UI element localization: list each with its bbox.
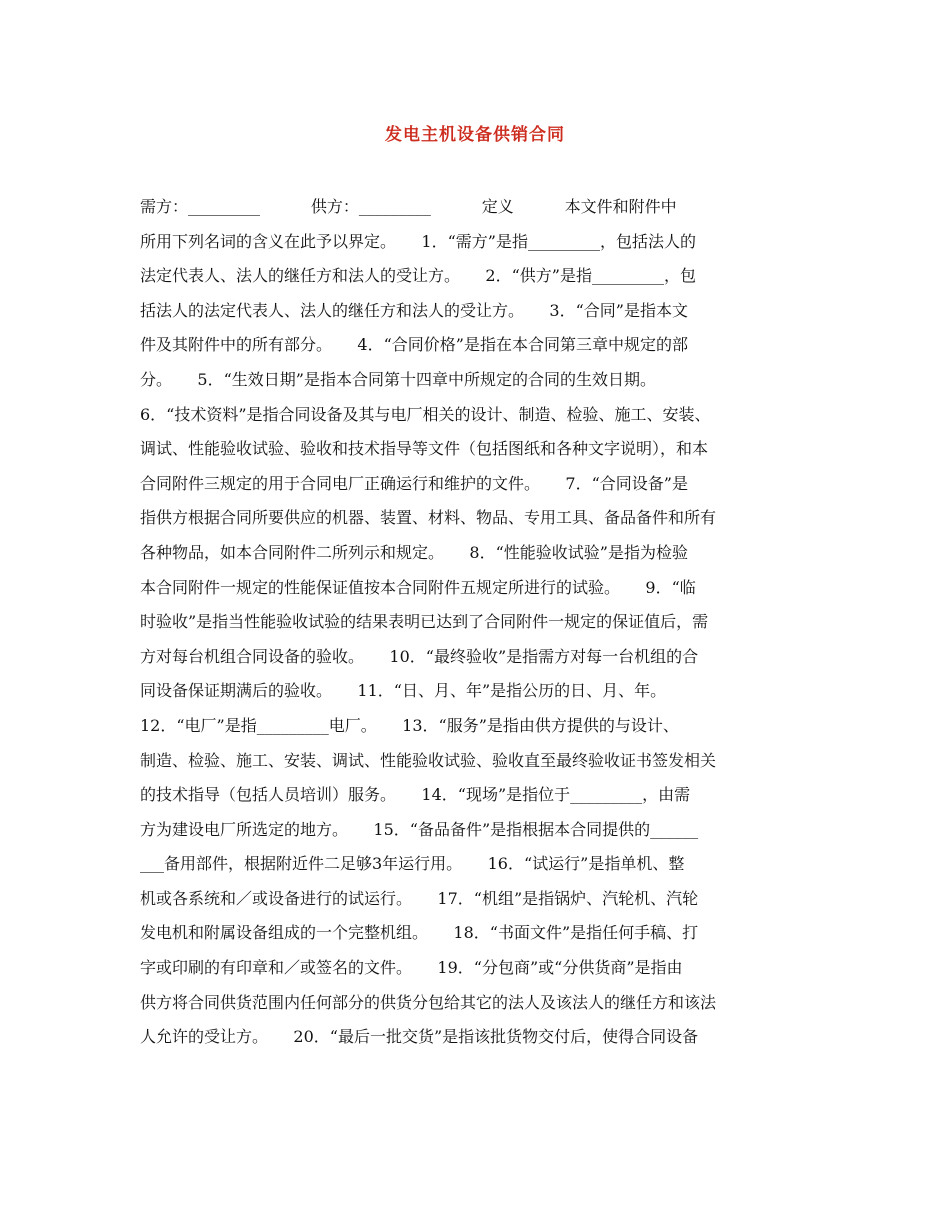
body-text-line: 12．“电厂”是指_________电厂。 13．“服务”是指由供方提供的与设计、 (140, 715, 679, 735)
body-text-line: 法定代表人、法人的继任方和法人的受让方。 2．“供方”是指_________，包 (140, 266, 696, 286)
document-title: 发电主机设备供销合同 (385, 125, 565, 145)
body-text-line: 方对每台机组合同设备的验收。 10．“最终验收”是指需方对每一台机组的合 (140, 646, 699, 666)
body-text-line: 供方将合同供货范围内任何部分的供货分包给其它的法人及该法人的继任方和该法 (140, 992, 717, 1012)
body-text-line: 调试、性能验收试验、验收和技术指导等文件（包括图纸和各种文字说明），和本 (140, 439, 709, 459)
body-text-line: 件及其附件中的所有部分。 4．“合同价格”是指在本合同第三章中规定的部 (140, 335, 688, 355)
body-text-line: 6．“技术资料”是指合同设备及其与电厂相关的设计、制造、检验、施工、安装、 (140, 404, 711, 424)
body-text-line: 需方：_________ 供方：_________ 定义 本文件和附件中 (140, 197, 677, 216)
body-text-line: ___备用部件，根据附近件二足够3年运行用。 16．“试运行”是指单机、整 (140, 854, 685, 874)
body-text-line: 合同附件三规定的用于合同电厂正确运行和维护的文件。 7．“合同设备”是 (140, 473, 688, 493)
body-text-line: 所用下列名词的含义在此予以界定。 1．“需方”是指_________，包括法人的 (140, 231, 696, 251)
body-text-line: 人允许的受让方。 20．“最后一批交货”是指该批货物交付后，使得合同设备 (140, 1027, 699, 1047)
body-text-line: 的技术指导（包括人员培训）服务。 14．“现场”是指位于_________，由需 (140, 785, 691, 805)
body-text-line: 分。 5．“生效日期”是指本合同第十四章中所规定的合同的生效日期。 (140, 369, 656, 389)
body-text-line: 指供方根据合同所要供应的机器、装置、材料、物品、专用工具、备品备件和所有 (140, 508, 717, 528)
body-text-line: 方为建设电厂所选定的地方。 15．“备品备件”是指根据本合同提供的______ (140, 819, 699, 839)
body-text-line: 各种物品，如本合同附件二所列示和规定。 8．“性能验收试验”是指为检验 (140, 542, 688, 562)
body-text-line: 同设备保证期满后的验收。 11．“日、月、年”是指公历的日、月、年。 (140, 681, 667, 701)
body-text-line: 时验收”是指当性能验收试验的结果表明已达到了合同附件一规定的保证值后，需 (140, 612, 709, 632)
body-text-line: 括法人的法定代表人、法人的继任方和法人的受让方。 3．“合同”是指本文 (140, 300, 688, 320)
body-text-line: 字或印刷的有印章和／或签名的文件。 19．“分包商”或“分供货商”是指由 (140, 958, 683, 978)
body-text-line: 本合同附件一规定的性能保证值按本合同附件五规定所进行的试验。 9．“临 (140, 577, 696, 597)
document-body (140, 190, 830, 1055)
body-text-line: 机或各系统和／或设备进行的试运行。 17．“机组”是指锅炉、汽轮机、汽轮 (140, 888, 699, 908)
body-text-line: 发电机和附属设备组成的一个完整机组。 18．“书面文件”是指任何手稿、打 (140, 923, 699, 943)
body-text-line: 制造、检验、施工、安装、调试、性能验收试验、验收直至最终验收证书签发相关 (140, 750, 717, 770)
